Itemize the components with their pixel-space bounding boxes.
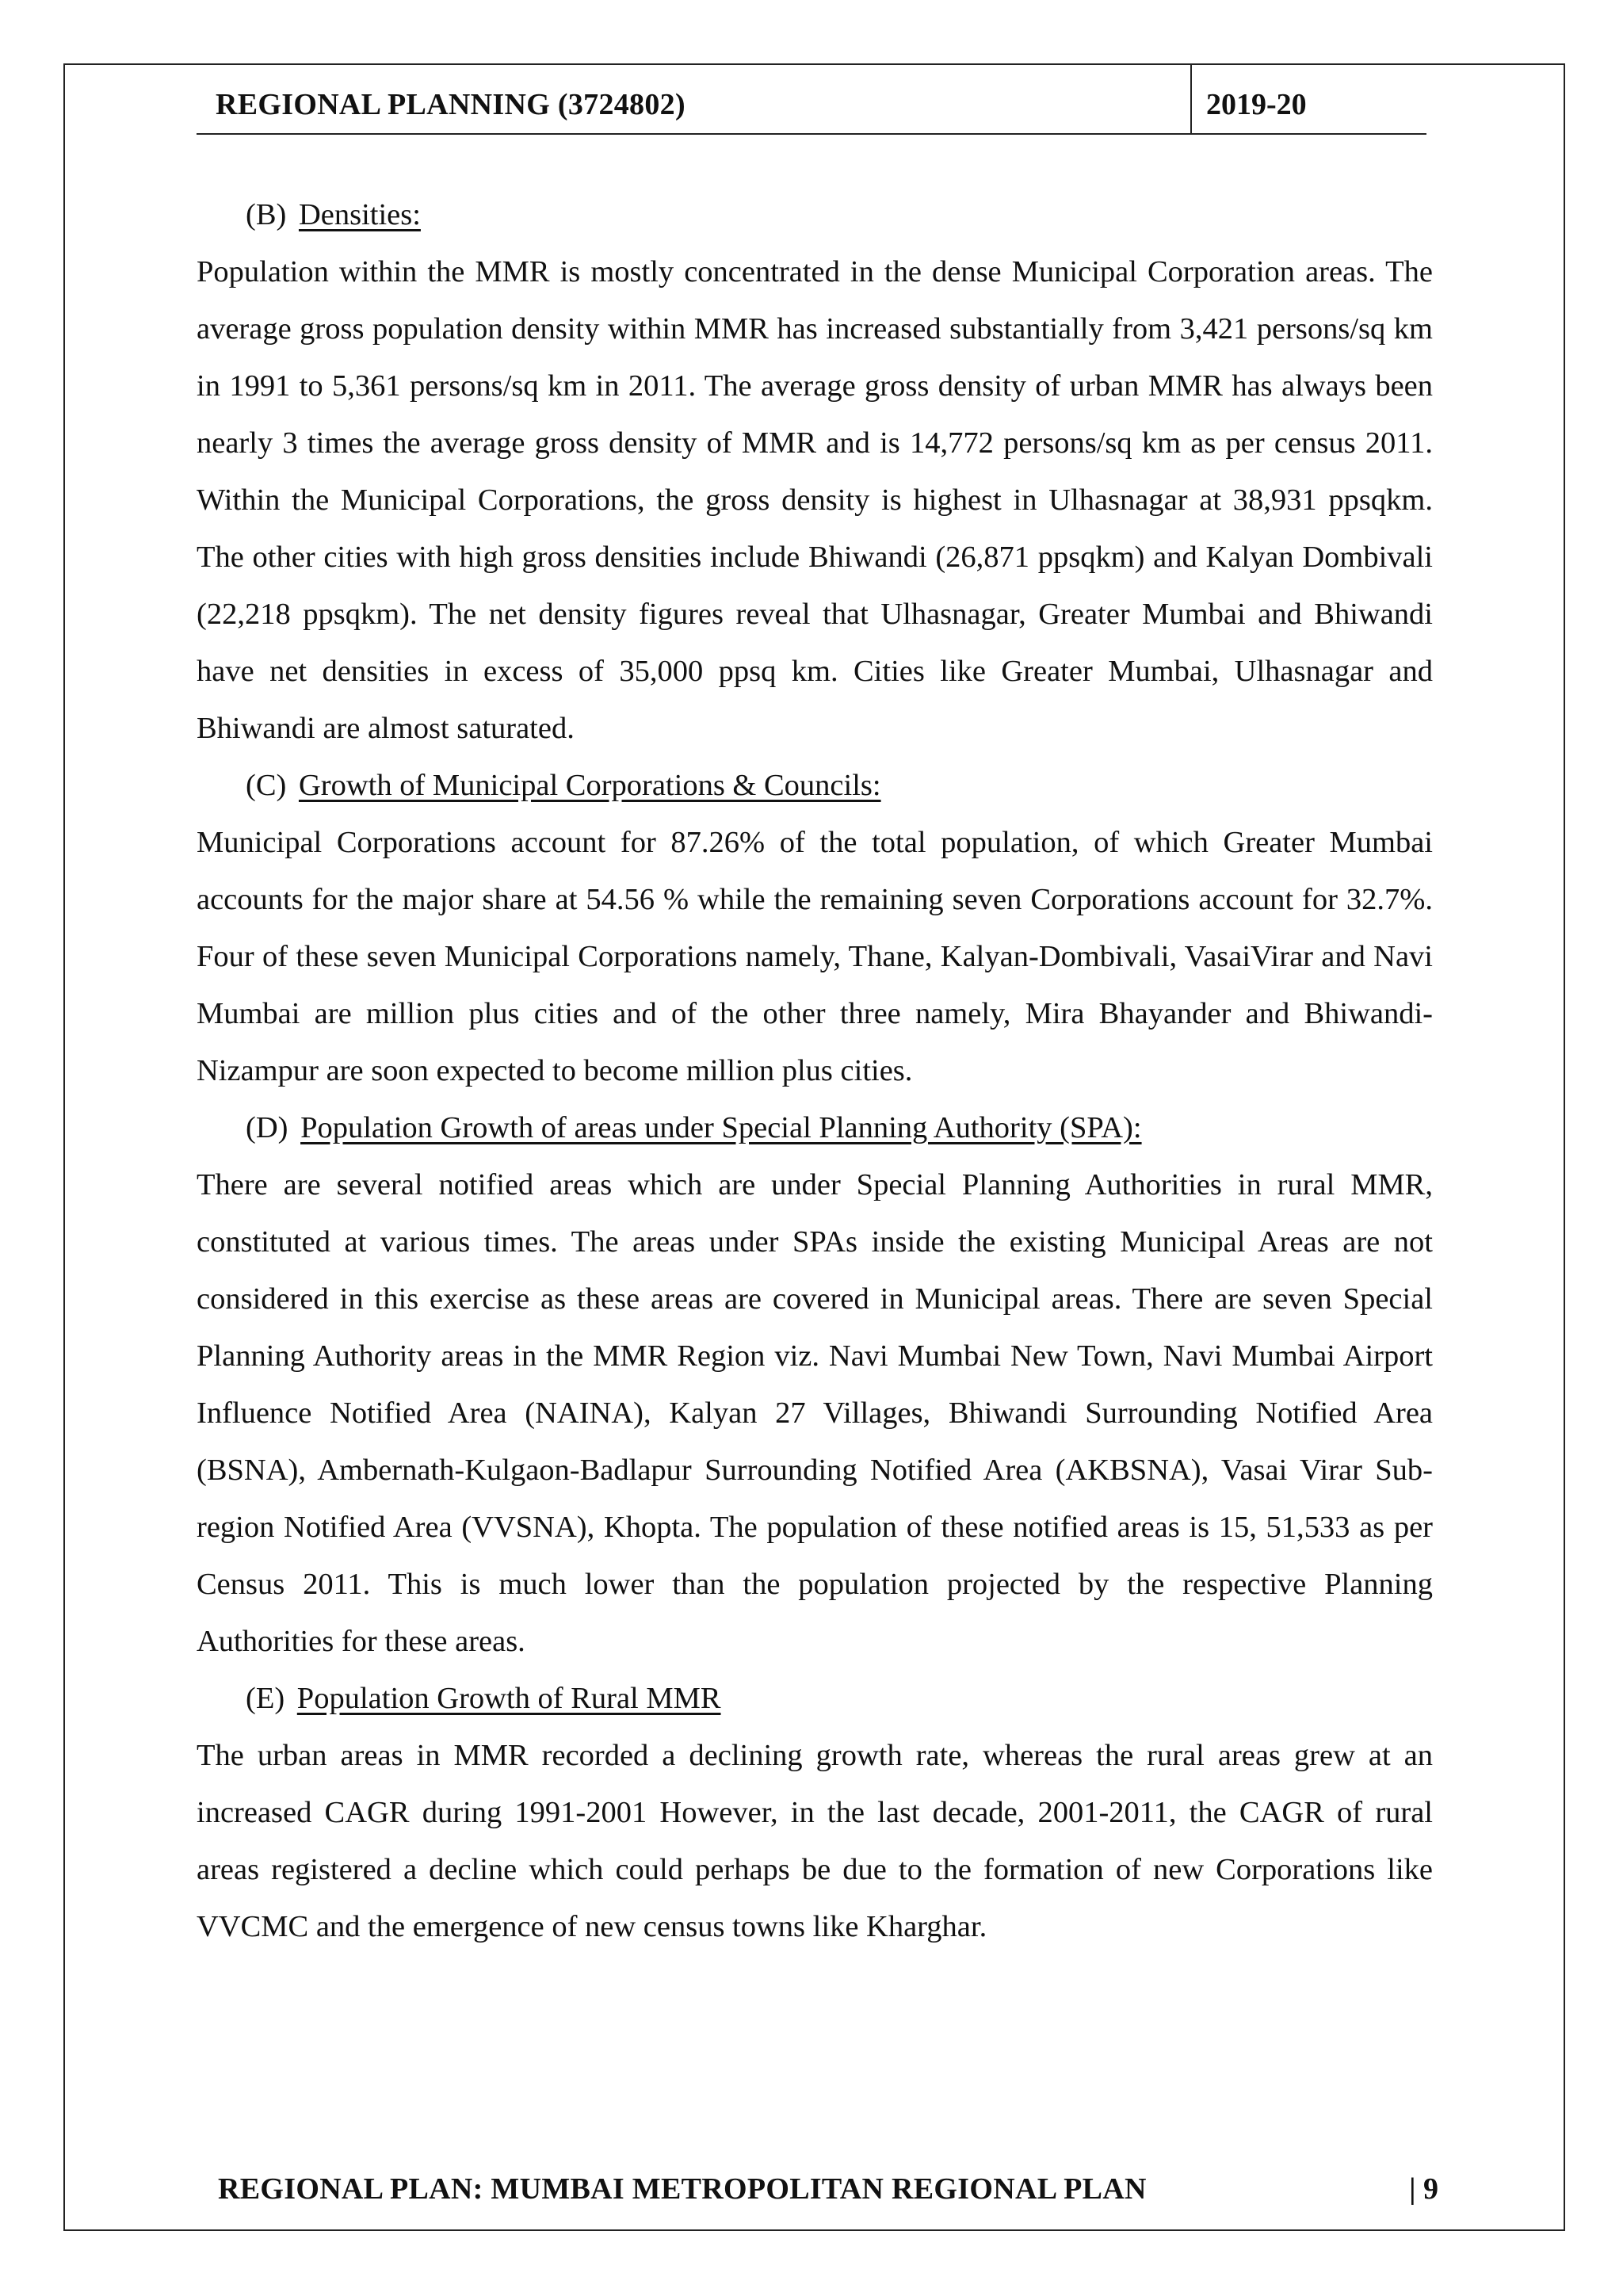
section-heading-municipal-growth [197,757,1433,814]
page-number: | 9 [1409,2172,1438,2206]
section-paragraph-spa-growth: There are several notified areas which are under Special Planning Authorities in rural MMR, constituted at various times. The areas under SPAs inside the existing Municipal Areas are not considered in this exercise as these areas are covered in Municipal areas. There are seven Special Planning Authority areas in the MMR Region viz. Navi Mumbai New Town, Navi Mumbai Airport Influence Notified Area (NAINA), Kalyan 27 Villages, Bhiwandi Surrounding Notified Area (BSNA), Ambernath-Kulgaon-Badlapur Surrounding Notified Area (AKBSNA), Vasai Virar Sub-region Notified Area (VVSNA), Khopta. The population of these notified areas is 15, 51,533 as per Census 2011. This is much lower than the population projected by the respective Planning Authorities for these areas. [197,1168,1433,1658]
section-title: Population Growth of areas under Special Planning Authority (SPA): [300,1111,1142,1144]
section-title: Population Growth of Rural MMR [296,1682,721,1715]
section-heading-spa-growth [197,1099,1433,1156]
section-title: Growth of Municipal Corporations & Councils: [298,769,881,802]
footer-title: REGIONAL PLAN: MUMBAI METROPOLITAN REGIONAL PLAN [218,2172,1147,2206]
section-paragraph-densities: Population within the MMR is mostly concentrated in the dense Municipal Corporation areas. The average gross population density within MMR has increased substantially from 3,421 persons/sq km in 1991 to 5,361 persons/sq km in 2011. The average gross density of urban MMR has always been nearly 3 times the average gross density of MMR and is 14,772 persons/sq km as per census 2011. Within the Municipal Corporations, the gross density is highest in Ulhasnagar at 38,931 ppsqkm. The other cities with high gross densities include Bhiwandi (26,871 ppsqkm) and Kalyan Dombivali (22,218 ppsqkm). The net density figures reveal that Ulhasnagar, Greater Mumbai and Bhiwandi have net densities in excess of 35,000 ppsq km. Cities like Greater Mumbai, Ulhasnagar and Bhiwandi are almost saturated. [197,255,1433,745]
section-label: (D) [246,1111,288,1144]
section-paragraph-municipal-growth: Municipal Corporations account for 87.26% of the total population, of which Greater Mumbai accounts for the major share at 54.56 % while the remaining seven Corporations account for 32.7%. Four of these seven Municipal Corporations namely, Thane, Kalyan-Dombivali, VasaiVirar and Navi Mumbai are million plus cities and of the other three namely, Mira Bhayander and Bhiwandi-Nizampur are soon expected to become million plus cities. [197,826,1433,1087]
section-label: (C) [246,769,287,802]
section-title: Densities: [298,198,421,231]
header-year: 2019-20 [1206,88,1307,121]
section-heading-rural-growth [197,1670,1433,1727]
section-label: (E) [246,1682,285,1715]
section-heading-densities [197,186,1433,243]
section-paragraph-rural-growth: The urban areas in MMR recorded a declining growth rate, whereas the rural areas grew at an increased CAGR during 1991-2001 However, in the last decade, 2001-2011, the CAGR of rural areas registered a decline which could perhaps be due to the formation of new Corporations like VVCMC and the emergence of new census towns like Kharghar. [197,1739,1433,1943]
page-header [197,63,1426,135]
header-title: REGIONAL PLANNING (3724802) [216,88,685,121]
section-label: (B) [246,198,287,231]
header-divider [1190,63,1192,133]
document-body [197,186,1433,1955]
